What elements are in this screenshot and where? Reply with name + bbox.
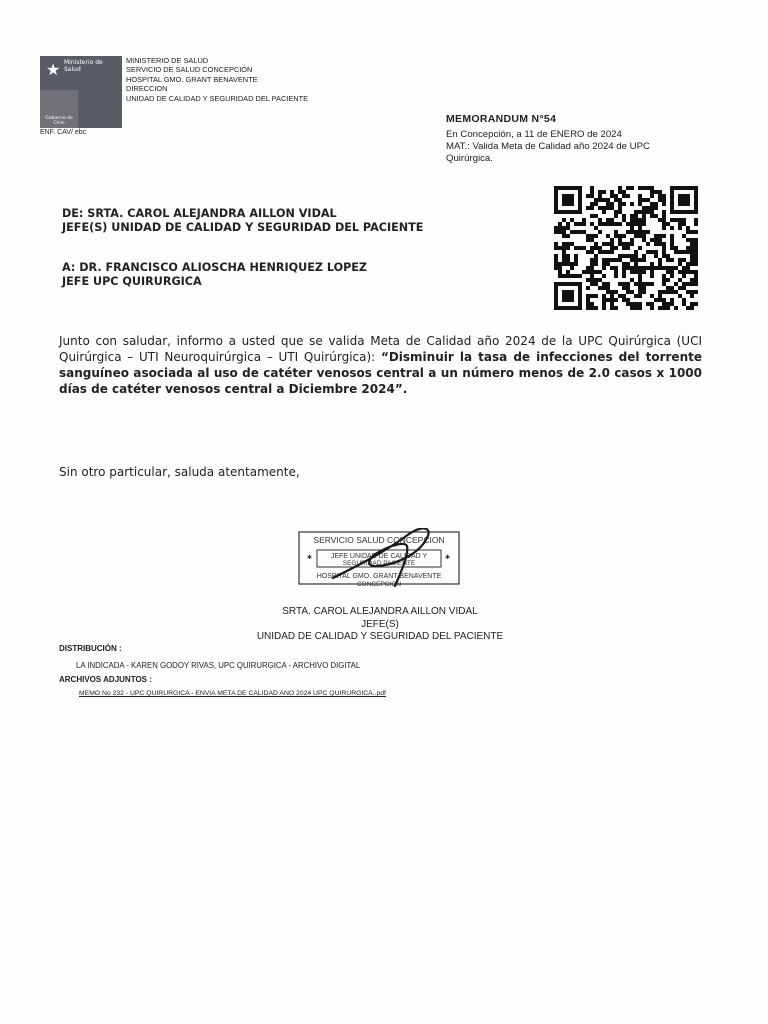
to-block xyxy=(62,261,367,289)
official-stamp xyxy=(297,528,461,588)
letterhead-line: MINISTERIO DE SALUD xyxy=(126,56,209,65)
logo-footer-block xyxy=(40,90,78,128)
signer-role: JEFE(S) xyxy=(361,618,399,630)
signer-unit: UNIDAD DE CALIDAD Y SEGURIDAD DEL PACIENTE xyxy=(256,631,504,642)
stamp-line-5: CONCEPCION xyxy=(356,581,402,588)
letterhead-line: HOSPITAL GMO. GRANT BENAVENTE xyxy=(126,74,258,84)
memo-header xyxy=(446,113,650,165)
stamp-line-4: HOSPITAL GMO. GRANT BENAVENTE xyxy=(316,573,442,580)
stamp-line-2: JEFE UNIDAD DE CALIDAD Y xyxy=(330,553,428,560)
to-role: JEFE UPC QUIRURGICA xyxy=(62,275,202,288)
signature-block xyxy=(200,606,560,644)
closing-line: Sin otro particular, saluda atentamente, xyxy=(59,465,300,479)
from-role: JEFE(S) UNIDAD DE CALIDAD Y SEGURIDAD DEL PACIENTE xyxy=(62,221,424,234)
attachments-label: ARCHIVOS ADJUNTOS : xyxy=(59,675,152,684)
body-intro: Junto con saludar, informo a usted que se valida Meta de Calidad año 2024 de la UPC Quirúrgica (UCI Quirúrgica – UTI Neuroquirúrgica – UTI Quirúrgica): xyxy=(59,334,702,364)
star-icon: ★ xyxy=(46,60,61,79)
distribution-label: DISTRIBUCIÓN : xyxy=(59,644,122,653)
memo-subject: MAT.: Valida Meta de Calidad año 2024 de UPC xyxy=(446,141,650,152)
reference-initials: ENF. CAV/ ebc xyxy=(40,129,87,136)
memo-body xyxy=(59,333,702,397)
memo-subject-cont: Quirúrgica. xyxy=(446,153,493,164)
memo-title: MEMORANDUM N°54 xyxy=(446,113,557,125)
stamp-line-1: SERVICIO SALUD CONCEPCION xyxy=(313,535,445,545)
letterhead-line: DIRECCION xyxy=(126,84,168,94)
signer-name: SRTA. CAROL ALEJANDRA AILLON VIDAL xyxy=(282,606,478,617)
letterhead-line: SERVICIO DE SALUD CONCEPCIÓN xyxy=(126,65,253,75)
logo-text: Ministerio de Salud xyxy=(64,59,103,73)
distribution-value: LA INDICADA - KAREN GODOY RIVAS, UPC QUIRURGICA - ARCHIVO DIGITAL xyxy=(76,661,361,670)
logo-footer-text: Gobierno de Chile xyxy=(45,116,73,126)
body-goal: “Disminuir la tasa de infecciones del torrente sanguíneo asociada al uso de catéter venosos central a un número menos de 2.0 casos x 1000 días de catéter venosos central a Diciembre 2024”. xyxy=(59,350,702,396)
stamp-star-right-icon: ✱ xyxy=(445,554,451,561)
from-name: DE: SRTA. CAROL ALEJANDRA AILLON VIDAL xyxy=(62,207,337,220)
letterhead-line: UNIDAD DE CALIDAD Y SEGURIDAD DEL PACIENTE xyxy=(126,93,309,103)
memo-date: En Concepción, a 11 de ENERO de 2024 xyxy=(446,129,622,140)
stamp-line-3: SEGURIDAD PACIENTE xyxy=(342,560,416,567)
letterhead xyxy=(126,56,308,103)
qr-code xyxy=(554,186,698,310)
to-name: A: DR. FRANCISCO ALIOSCHA HENRIQUEZ LOPEZ xyxy=(62,261,368,274)
from-block xyxy=(62,207,423,235)
attachment-link[interactable]: MEMO No 232 - UPC QUIRURGICA - ENVIA META DE CALIDAD ANO 2024 UPC QUIRURGICA..pdf xyxy=(79,690,386,697)
stamp-star-left-icon: ✱ xyxy=(307,554,313,561)
